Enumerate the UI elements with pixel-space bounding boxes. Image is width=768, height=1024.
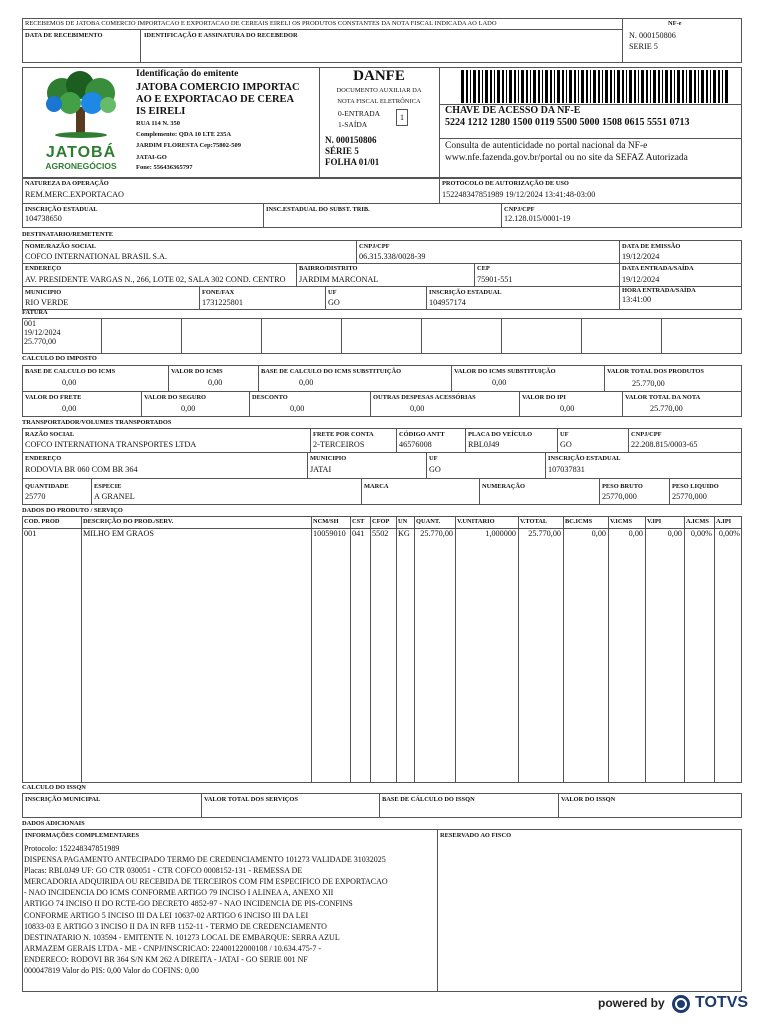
tree-logo-icon: [40, 71, 122, 139]
emitente-cnpj-label: CNPJ/CPF: [504, 206, 535, 213]
natureza-value: REM.MERC.EXPORTACAO: [25, 190, 124, 199]
barcode-bar: [521, 70, 524, 103]
adicionais-section: DADOS ADICIONAIS: [22, 820, 85, 827]
danfe-sub2: NOTA FISCAL ELETRÔNICA: [337, 98, 421, 105]
barcode-bar: [509, 70, 512, 103]
column-divider: [563, 516, 564, 783]
barcode-bar: [701, 70, 704, 103]
barcode-bar: [674, 70, 675, 103]
transp-cnpj-label: CNPJ/CPF: [631, 431, 662, 438]
emitente-fone: Fone: 556436365797: [136, 164, 193, 171]
danfe-numero: N. 000150806: [325, 135, 377, 145]
dest-ie: 104957174: [429, 298, 466, 307]
dest-ie-label: INSCRIÇÃO ESTADUAL: [429, 289, 502, 296]
transp-frete: 2-TERCEIROS: [313, 440, 365, 449]
dest-uf: GO: [328, 298, 340, 307]
column-divider: [370, 516, 371, 783]
transp-especie-label: ESPECIE: [94, 483, 122, 490]
transp-ie-label: INSCRIÇÃO ESTADUAL: [548, 455, 621, 462]
info-line: DESTINATARIO N. 103594 - EMITENTE N. 101273 LOCAL DE EMBARQUE: SERRA AZUL: [24, 932, 340, 942]
imp-seguro-label: VALOR DO SEGURO: [144, 394, 207, 401]
info-line: MERCADORIA ADQUIRIDA OU RECEBIDA DE TERCEIROS COM FIM ESPECIFICO DE EXPORTACAO: [24, 877, 388, 887]
dest-cnpj-label: CNPJ/CPF: [359, 243, 390, 250]
dest-bairro: JARDIM MARCONAL: [299, 275, 379, 284]
transp-razao: COFCO INTERNATIONA TRANSPORTES LTDA: [25, 440, 197, 449]
danfe-serie: SÉRIE 5: [325, 146, 359, 156]
dest-endereco: AV. PRESIDENTE VARGAS N., 266, LOTE 02, SALA 302 COND. CENTRO: [25, 275, 286, 284]
transp-antt: 46576008: [399, 440, 432, 449]
transp-especie: A GRANEL: [94, 492, 135, 501]
chave-value: 5224 1212 1280 1500 0119 5500 5000 1508 0615 5551 0713: [445, 117, 690, 128]
danfe-tipo: 1: [400, 113, 404, 122]
canhoto-numero: N. 000150806: [629, 31, 676, 40]
dest-cep-label: CEP: [477, 265, 490, 272]
imp-base-st: 0,00: [299, 378, 314, 387]
emitente-nome-1: JATOBA COMERCIO IMPORTAC: [136, 82, 300, 93]
product-header-cell: V.IPI: [647, 518, 662, 525]
emitente-id-label: Identificação do emitente: [136, 69, 239, 79]
barcode-bar: [542, 70, 543, 103]
barcode-bar: [497, 70, 500, 103]
natureza-label: NATUREZA DA OPERAÇÃO: [25, 180, 109, 187]
product-header-cell: DESCRIÇÃO DO PROD./SERV.: [83, 518, 174, 525]
transp-endereco: RODOVIA BR 060 COM BR 364: [25, 465, 138, 474]
canhoto-nfe-label: NF-e: [668, 20, 682, 27]
product-cell: 0,00: [628, 529, 643, 538]
danfe-sub1: DOCUMENTO AUXILIAR DA: [336, 87, 422, 94]
barcode-bar: [614, 70, 615, 103]
imp-valor-st: 0,00: [492, 378, 507, 387]
barcode-bar: [658, 70, 660, 103]
imposto-section: CALCULO DO IMPOSTO: [22, 355, 97, 362]
dest-nome: COFCO INTERNATIONAL BRASIL S.A.: [25, 252, 167, 261]
product-cell: 25.770,00: [420, 529, 453, 538]
info-line: 10833-03 E ARTIGO 3 INCISO II DA IN RFB 1152-11 - TERMO DE CREDENCIAMENTO: [24, 921, 327, 931]
barcode-bar: [677, 70, 680, 103]
column-divider: [81, 516, 82, 783]
product-header-cell: CST: [352, 518, 365, 525]
barcode-bar: [605, 70, 608, 103]
barcode-bar: [638, 70, 639, 103]
canhoto-recebemos: RECEBEMOS DE JATOBA COMERCIO IMPORTACAO E EXPORTACAO DE CEREAIS EIRELI OS PRODUTOS CONSTANTES DA NOTA FISCAL INDICADA AO LADO: [25, 20, 497, 27]
fatura-valor: 25.770,00: [24, 337, 56, 346]
consulta-line-1: Consulta de autenticidade no portal nacional da NF-e: [445, 141, 648, 151]
barcode-bar: [581, 70, 584, 103]
issqn-base-label: BASE DE CÁLCULO DO ISSQN: [382, 796, 475, 803]
transp-numeracao-label: NUMERAÇÃO: [482, 483, 525, 490]
barcode-bar: [590, 70, 591, 103]
imp-seguro: 0,00: [181, 404, 196, 413]
barcode-bar: [485, 70, 488, 103]
danfe-title: DANFE: [353, 68, 405, 84]
fatura-block: [22, 318, 742, 354]
barcode-bar: [530, 70, 531, 103]
barcode-bar: [526, 70, 528, 103]
column-divider: [455, 516, 456, 783]
danfe-entrada: 0-ENTRADA: [338, 109, 381, 118]
barcode-bar: [725, 70, 728, 103]
imp-valor-icms: 0,00: [208, 378, 223, 387]
barcode-bar: [478, 70, 480, 103]
dest-fone-label: FONE/FAX: [202, 289, 235, 296]
transp-peso-liquido: 25770,000: [672, 492, 707, 501]
danfe-tipo-box: [396, 109, 408, 126]
product-header-cell: CFOP: [372, 518, 390, 525]
transp-cnpj: 22.208.815/0003-65: [631, 440, 698, 449]
dest-bairro-label: BAIRRO/DISTRITO: [299, 265, 358, 272]
barcode-bar: [710, 70, 711, 103]
barcode-bar: [470, 70, 471, 103]
dest-data-es-label: DATA ENTRADA/SAÍDA: [622, 265, 694, 272]
product-header-cell: BC.ICMS: [565, 518, 593, 525]
column-divider: [414, 516, 415, 783]
barcode-bar: [502, 70, 504, 103]
issqn-im-label: INSCRIÇÃO MUNICIPAL: [25, 796, 101, 803]
barcode-bar: [698, 70, 699, 103]
produtos-section: DADOS DO PRODUTO / SERVIÇO: [22, 507, 123, 514]
product-cell: 10059010: [313, 529, 346, 538]
fatura-section: FATURA: [22, 309, 48, 316]
imp-outras-label: OUTRAS DESPESAS ACESSÓRIAS: [373, 394, 476, 401]
barcode-bar: [650, 70, 651, 103]
product-header-cell: UN: [398, 518, 408, 525]
emitente-nome-2: AO E EXPORTACAO DE CEREA: [136, 94, 295, 105]
product-header-cell: A.ICMS: [686, 518, 709, 525]
barcode-bar: [506, 70, 507, 103]
data-recebimento-label: DATA DE RECEBIMENTO: [25, 32, 103, 39]
transp-endereco-label: ENDEREÇO: [25, 455, 62, 462]
barcode-bar: [706, 70, 708, 103]
barcode-bar: [566, 70, 567, 103]
issqn-valor-label: VALOR DO ISSQN: [561, 796, 616, 803]
imp-valor-icms-label: VALOR DO ICMS: [171, 368, 223, 375]
product-cell: MILHO EM GRAOS: [83, 529, 154, 538]
barcode-bar: [653, 70, 656, 103]
issqn-section: CALCULO DO ISSQN: [22, 784, 86, 791]
canhoto-serie: SERIE 5: [629, 42, 658, 51]
column-divider: [396, 516, 397, 783]
barcode-bar: [554, 70, 555, 103]
barcode-bar: [593, 70, 596, 103]
barcode-bar: [482, 70, 483, 103]
dest-data-es: 19/12/2024: [622, 275, 660, 284]
imp-total-nota-label: VALOR TOTAL DA NOTA: [625, 394, 701, 401]
imp-frete: 0,00: [62, 404, 77, 413]
transp-razao-label: RAZÃO SOCIAL: [25, 431, 75, 438]
imp-desconto: 0,00: [290, 404, 305, 413]
barcode-bar: [662, 70, 663, 103]
info-line: Protocolo: 152248347851989: [24, 844, 120, 853]
product-header-cell: V.ICMS: [610, 518, 633, 525]
barcode-bar: [718, 70, 720, 103]
danfe-folha: FOLHA 01/01: [325, 157, 380, 167]
emitente-cidade: JATAI-GO: [136, 154, 167, 161]
imp-desconto-label: DESCONTO: [252, 394, 288, 401]
dest-nome-label: NOME/RAZÃO SOCIAL: [25, 243, 96, 250]
logo-sub: AGRONEGÓCIOS: [45, 161, 117, 171]
product-header-cell: COD. PROD: [24, 518, 60, 525]
identificacao-label: IDENTIFICAÇÃO E ASSINATURA DO RECEBEDOR: [144, 32, 298, 39]
product-header-cell: V.UNITARIO: [457, 518, 495, 525]
barcode-bar: [461, 70, 464, 103]
column-divider: [645, 516, 646, 783]
fatura-numero: 001: [24, 319, 36, 328]
transp-municipio: JATAI: [310, 465, 332, 474]
dest-municipio-label: MUNICIPIO: [25, 289, 62, 296]
product-cell: 0,00%: [690, 529, 712, 538]
barcode-bar: [545, 70, 548, 103]
dest-hora-label: HORA ENTRADA/SAÍDA: [622, 287, 696, 294]
product-cell: 1,000000: [485, 529, 516, 538]
emitente-nome-3: IS EIRELI: [136, 106, 186, 117]
dest-cnpj: 06.315.338/0028-39: [359, 252, 426, 261]
barcode-bar: [626, 70, 627, 103]
info-line: Placas: RBL0J49 UF: GO CTR 030051 - CTR COFCO 0008152-131 - REMESSA DE: [24, 866, 303, 876]
barcode-bar: [713, 70, 716, 103]
barcode-bar: [514, 70, 516, 103]
transp-uf2: GO: [429, 465, 441, 474]
barcode-bar: [722, 70, 723, 103]
barcode-bar: [533, 70, 536, 103]
powered-by: powered by: [598, 996, 665, 1010]
transp-placa: RBL0J49: [468, 440, 500, 449]
barcode-bar: [473, 70, 476, 103]
imp-ipi: 0,00: [560, 404, 575, 413]
barcode-bar: [629, 70, 632, 103]
barcode-bar: [466, 70, 468, 103]
column-divider: [714, 516, 715, 783]
product-cell: 0,00: [591, 529, 606, 538]
barcode-bar: [634, 70, 636, 103]
dest-hora: 13:41:00: [622, 295, 652, 304]
produtos-table: [22, 516, 742, 783]
product-cell: 041: [352, 529, 365, 538]
protocolo-label: PROTOCOLO DE AUTORIZAÇÃO DE USO: [442, 180, 569, 187]
barcode-bar: [494, 70, 495, 103]
imp-frete-label: VALOR DO FRETE: [25, 394, 82, 401]
product-cell: 0,00: [667, 529, 682, 538]
barcode-bar: [538, 70, 540, 103]
barcode-bar: [665, 70, 668, 103]
emitente-ie-label: INSCRIÇÃO ESTADUAL: [25, 206, 98, 213]
totvs-brand: TOTVS: [695, 994, 749, 1011]
barcode-bar: [641, 70, 644, 103]
info-line: ARMAZEM GERAIS LTDA - ME - CNPJ/INSCRICAO: 22400122000108 / 10.634.475-7 -: [24, 943, 322, 953]
dest-endereco-label: ENDEREÇO: [25, 265, 62, 272]
imp-total-nota: 25.770,00: [650, 404, 683, 413]
barcode-bar: [610, 70, 612, 103]
transp-antt-label: CÓDIGO ANTT: [399, 431, 445, 438]
product-header-cell: V.TOTAL: [520, 518, 548, 525]
transportador-section: TRANSPORTADOR/VOLUMES TRANSPORTADOS: [22, 419, 172, 426]
dest-data-emissao-label: DATA DE EMISSÃO: [622, 243, 681, 250]
transp-marca-label: MARCA: [364, 483, 389, 490]
barcode-bar: [598, 70, 600, 103]
transp-placa-label: PLACA DO VEÍCULO: [468, 431, 533, 438]
barcode-bar: [550, 70, 552, 103]
product-cell: KG: [398, 529, 410, 538]
column-divider: [684, 516, 685, 783]
column-divider: [350, 516, 351, 783]
emitente-complemento: Complemento: QDA 10 LTE 235A: [136, 131, 232, 138]
transp-qtd-label: QUANTIDADE: [25, 483, 69, 490]
barcode-bar: [569, 70, 572, 103]
info-line: ENDERECO: RODOVI BR 364 S/N KM 262 A DIREITA - JATAI - GO SERIE 001 NF: [24, 954, 308, 964]
chave-label: CHAVE DE ACESSO DA NF-E: [445, 105, 581, 116]
imp-base-st-label: BASE DE CALCULO DO ICMS SUBSTITUIÇÃO: [261, 368, 402, 375]
emitente-cnpj-value: 12.128.015/0001-19: [504, 214, 571, 223]
transp-uf-label: UF: [560, 431, 569, 438]
imp-valor-st-label: VALOR DO ICMS SUBSTITUIÇÃO: [454, 368, 556, 375]
dest-fone: 1731225801: [202, 298, 243, 307]
product-header-cell: A.IPI: [716, 518, 732, 525]
column-divider: [608, 516, 609, 783]
info-line: CONFORME ARTIGO 5 INCISO III DA LEI 10637-02 ARTIGO 6 INCISO III DA LEI: [24, 910, 309, 920]
imp-outras: 0,00: [410, 404, 425, 413]
transp-qtd: 25770: [25, 492, 46, 501]
barcode-bar: [686, 70, 687, 103]
transp-uf2-label: UF: [429, 455, 438, 462]
product-cell: 5502: [372, 529, 389, 538]
barcode-bar: [622, 70, 624, 103]
fatura-vencimento: 19/12/2024: [24, 328, 61, 337]
dest-data-emissao: 19/12/2024: [622, 252, 660, 261]
barcode-bar: [689, 70, 692, 103]
emitente-ie-st-label: INSC.ESTADUAL DO SUBST. TRIB.: [266, 206, 370, 213]
barcode-bar: [586, 70, 588, 103]
barcode-bar: [670, 70, 672, 103]
logo-name: JATOBÁ: [45, 144, 117, 161]
imp-total-produtos-label: VALOR TOTAL DOS PRODUTOS: [607, 368, 704, 375]
destinatario-section: DESTINATARIO/REMETENTE: [22, 231, 114, 238]
emitente-ie-value: 104738650: [25, 214, 62, 223]
emitente-rua: RUA 114 N. 350: [136, 120, 181, 127]
danfe-saida: 1-SAÍDA: [338, 120, 368, 129]
barcode-bar: [602, 70, 603, 103]
barcode-bar: [518, 70, 519, 103]
transp-peso-bruto-label: PESO BRUTO: [602, 483, 643, 490]
barcode-bar: [574, 70, 576, 103]
emitente-bairro: JARDIM FLORESTA Cep:75802-509: [136, 142, 241, 149]
protocolo-value: 152248347851989 19/12/2024 13:41:48-03:00: [442, 190, 596, 199]
product-cell: 0,00%: [718, 529, 740, 538]
product-cell: 001: [24, 529, 37, 538]
imp-base-icms: 0,00: [62, 378, 77, 387]
info-complementares-label: INFORMAÇÕES COMPLEMENTARES: [25, 832, 140, 839]
imp-total-produtos: 25.770,00: [632, 379, 665, 388]
barcode-bar: [617, 70, 620, 103]
transp-ie: 107037831: [548, 465, 585, 474]
dest-cep: 75901-551: [477, 275, 513, 284]
barcode-bar: [694, 70, 696, 103]
imp-base-icms-label: BASE DE CALCULO DO ICMS: [25, 368, 116, 375]
barcode: [461, 70, 731, 103]
barcode-bar: [646, 70, 648, 103]
product-header-cell: NCM/SH: [313, 518, 339, 525]
transp-municipio-label: MUNICIPIO: [310, 455, 347, 462]
transp-peso-bruto: 25770,000: [602, 492, 637, 501]
dest-uf-label: UF: [328, 289, 337, 296]
info-complementares: [24, 843, 434, 976]
column-divider: [311, 516, 312, 783]
transp-peso-liquido-label: PESO LIQUIDO: [672, 483, 719, 490]
logo: [40, 71, 122, 171]
totvs-logo-icon: [671, 994, 691, 1019]
consulta-line-2: www.nfe.fazenda.gov.br/portal ou no site da SEFAZ Autorizada: [445, 153, 688, 163]
reservado-fisco-label: RESERVADO AO FISCO: [440, 832, 512, 839]
barcode-bar: [490, 70, 492, 103]
imp-ipi-label: VALOR DO IPI: [522, 394, 566, 401]
product-cell: 25.770,00: [528, 529, 561, 538]
barcode-bar: [562, 70, 564, 103]
product-header-cell: QUANT.: [416, 518, 441, 525]
dest-municipio: RIO VERDE: [25, 298, 69, 307]
issqn-vts-label: VALOR TOTAL DOS SERVIÇOS: [204, 796, 298, 803]
column-divider: [518, 516, 519, 783]
barcode-bar: [557, 70, 560, 103]
transp-frete-label: FRETE POR CONTA: [313, 431, 374, 438]
info-line: ARTIGO 74 INCISO II DO RCTE-GO DECRETO 4852-97 - NAO INCIDENCIA DE PIS-CONFINS: [24, 899, 353, 909]
info-line: DISPENSA PAGAMENTO ANTECIPADO TERMO DE CREDENCIAMENTO 101273 VALIDADE 31032025: [24, 855, 386, 865]
info-line: 000047819 Valor do PIS: 0,00 Valor do COFINS: 0,00: [24, 966, 199, 976]
barcode-bar: [682, 70, 684, 103]
transp-uf: GO: [560, 440, 572, 449]
info-line: - NAO INCIDENCIA DO ICMS CONFORME ARTIGO 79 INCISO I ALINEA A, ANEXO XII: [24, 888, 334, 898]
barcode-bar: [578, 70, 579, 103]
